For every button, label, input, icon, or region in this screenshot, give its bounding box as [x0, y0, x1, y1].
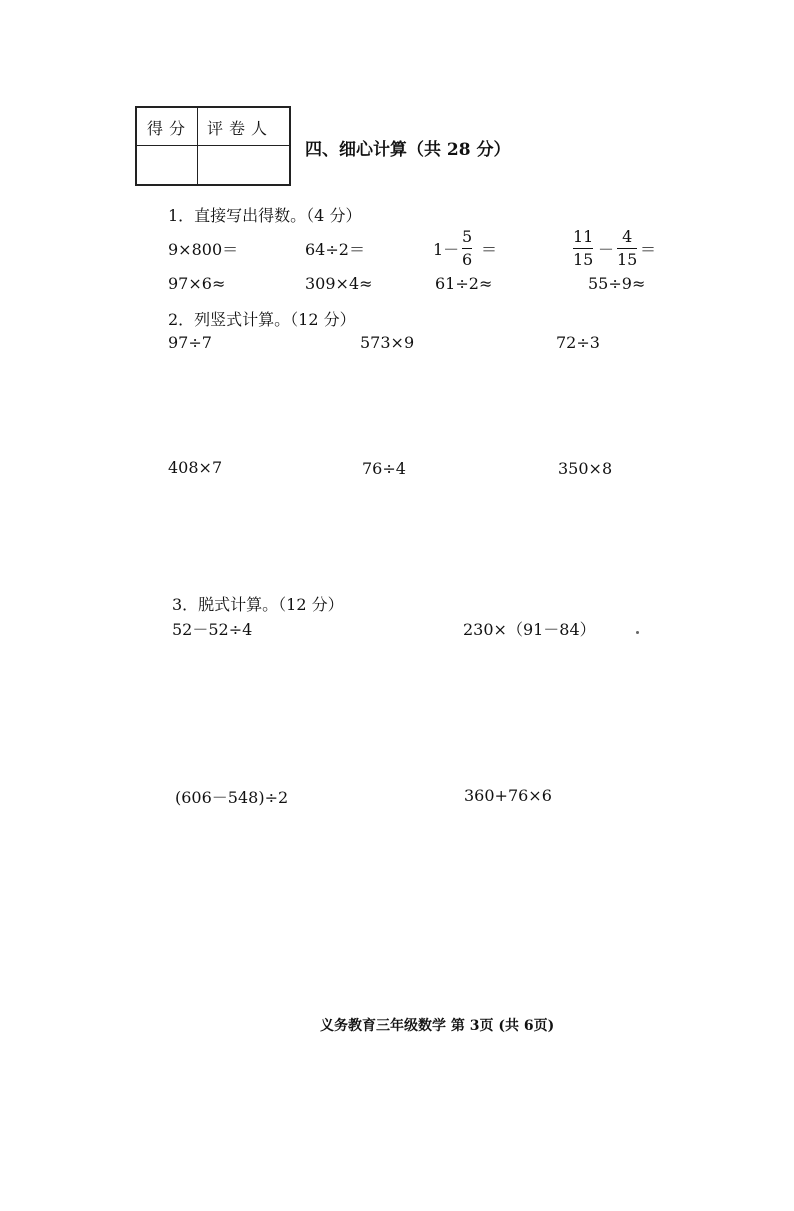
q2-item-2: 573×9	[360, 333, 415, 352]
q1-frac-expr-2-operator: －	[598, 240, 615, 259]
q3-item-2: 230×（91－84）	[463, 620, 596, 639]
q2-item-5: 76÷4	[362, 459, 406, 478]
q3-item-4: 360+76×6	[464, 786, 552, 805]
q2-item-6: 350×8	[558, 459, 613, 478]
q2-item-4: 408×7	[168, 458, 223, 477]
score-input-cell[interactable]	[139, 147, 195, 184]
q3-item-1: 52－52÷4	[172, 620, 253, 639]
fraction-bar	[462, 248, 472, 249]
denominator: 15	[573, 250, 594, 269]
grader-input-cell[interactable]	[200, 147, 289, 184]
q1-item-6: 55÷9≈	[588, 274, 646, 293]
q2-item-3: 72÷3	[556, 333, 600, 352]
q2-item-1: 97÷7	[168, 333, 212, 352]
score-label: 得分	[147, 119, 192, 138]
denominator: 6	[462, 250, 473, 269]
q1-frac-expr-2-fraction-1	[573, 228, 593, 269]
q1-frac-expr-1-fraction	[462, 228, 472, 269]
numerator: 11	[573, 227, 594, 246]
q1-frac-expr-1-whole: 1－	[433, 240, 460, 259]
section-title: 四、细心计算（共 28 分）	[305, 140, 511, 160]
q2-title: 2．列竖式计算。（12 分）	[168, 310, 356, 329]
q1-frac-expr-2-fraction-2	[617, 228, 637, 269]
grader-label: 评卷人	[207, 119, 274, 138]
q1-item-2: 64÷2＝	[305, 240, 365, 259]
denominator: 15	[617, 250, 638, 269]
q1-title: 1．直接写出得数。（4 分）	[168, 206, 362, 225]
numerator: 4	[622, 227, 633, 246]
scan-speck	[636, 631, 639, 634]
fraction-bar	[617, 248, 637, 249]
q1-item-3: 97×6≈	[168, 274, 226, 293]
q1-item-4: 309×4≈	[305, 274, 373, 293]
q1-item-1: 9×800＝	[168, 240, 239, 259]
q1-item-5: 61÷2≈	[435, 274, 493, 293]
q1-frac-expr-1-tail: ＝	[481, 240, 498, 259]
page-footer: 义务教育三年级数学 第 3页 (共 6页)	[320, 1018, 555, 1034]
q3-item-3: (606－548)÷2	[175, 788, 289, 807]
q1-frac-expr-2-tail: ＝	[640, 240, 657, 259]
score-table	[135, 106, 291, 186]
fraction-bar	[573, 248, 593, 249]
table-divider-horizontal	[137, 145, 289, 146]
q3-title: 3．脱式计算。（12 分）	[172, 595, 344, 614]
table-divider-vertical	[197, 108, 198, 184]
numerator: 5	[462, 227, 473, 246]
